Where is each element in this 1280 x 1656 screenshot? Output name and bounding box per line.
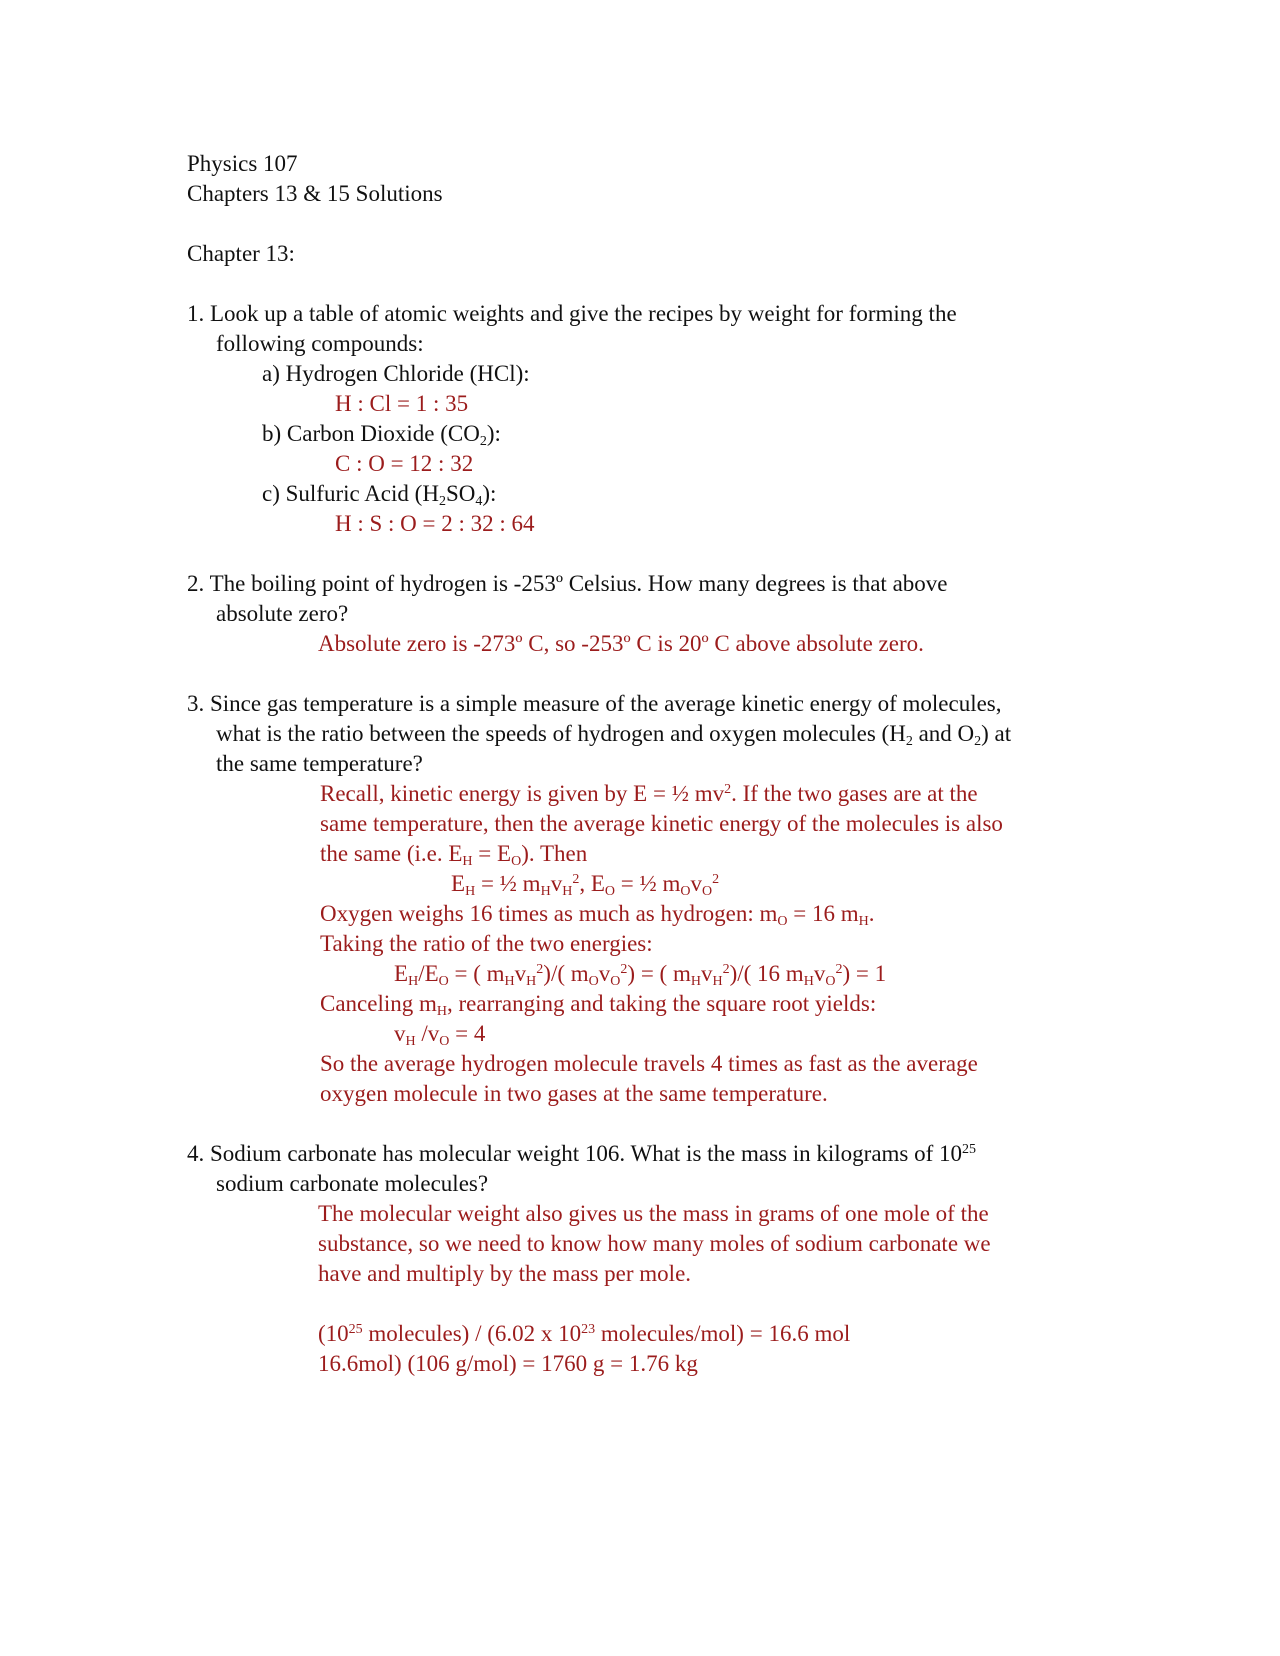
q1a-answer: H : Cl = 1 : 35 [335,391,469,416]
q4-calculation-moles: ($10^{25}$ molecules) / (6.02 x $10^{23}$ molecules/mol) = 16.6 mol [318,1321,851,1346]
q3-answer-line-3: the same (i.e. $E_H = E_O$). Then [320,841,588,869]
q3-equation-speed-ratio: $v_H$ $/v_O = 4$ [394,1021,486,1049]
q3-text-cont: what is the ratio between the speeds of hydrogen and oxygen molecules ($H_2$ and $O_2$) at [216,721,1012,749]
q2-answer: Absolute zero is -273º C, so -253º C is 20º C above absolute zero. [318,631,924,656]
q3-text-cont-2: the same temperature? [216,751,423,776]
q1c-answer: H : S : O = 2 : 32 : 64 [335,511,535,536]
q3-answer-line-1: Recall, kinetic energy is given by E = ½ $mv^2$. If the two gases are at the [320,781,978,806]
q4-text-cont: sodium carbonate molecules? [216,1171,489,1196]
q3-answer-line-7: So the average hydrogen molecule travels 4 times as fast as the average [320,1051,978,1076]
q1b-label: b) Carbon Dioxide $(CO_2)$: [262,421,501,449]
q4-answer-line-1: The molecular weight also gives us the mass in grams of one mole of the [318,1201,989,1226]
chapter-heading: Chapter 13: [187,241,295,266]
document-subtitle: Chapters 13 & 15 Solutions [187,181,443,206]
q2-text: 2. The boiling point of hydrogen is -253º Celsius. How many degrees is that above [187,571,948,596]
q4-calculation-mass: 16.6mol) (106 g/mol) = 1760 g = 1.76 kg [318,1351,698,1376]
q1c-label: c) Sulfuric Acid $(H_2SO_4)$: [262,481,497,509]
q1-text: 1. Look up a table of atomic weights and give the recipes by weight for forming the [187,301,957,326]
q1-text-cont: following compounds: [216,331,424,356]
q3-equation-energies: $E_H$ = ½ $m_Hv_H^2$, $E_O$ = ½ $m_Ov_O^2$ [451,871,720,899]
q3-answer-line-4: Oxygen weighs 16 times as much as hydrogen: $m_O = 16$ $m_H$. [320,901,875,929]
q3-answer-line-2: same temperature, then the average kinetic energy of the molecules is also [320,811,1003,836]
q1b-answer: C : O = 12 : 32 [335,451,474,476]
course-title: Physics 107 [187,151,298,176]
q1a-label: a) Hydrogen Chloride (HCl): [262,361,530,386]
q3-text: 3. Since gas temperature is a simple measure of the average kinetic energy of molecules, [187,691,1002,716]
q4-answer-line-3: have and multiply by the mass per mole. [318,1261,692,1286]
q4-answer-line-2: substance, so we need to know how many moles of sodium carbonate we [318,1231,991,1256]
q3-answer-line-8: oxygen molecule in two gases at the same temperature. [320,1081,828,1106]
q3-answer-line-6: Canceling $m_H$, rearranging and taking the square root yields: [320,991,877,1019]
q3-equation-ratio: $E_H/E_O$ = ( $m_Hv_H^2)/$( $m_Ov_O^2$) = ( $m_Hv_H^2)/$( 16 $m_Hv_O^2) = 1$ [394,961,887,989]
q3-answer-line-5: Taking the ratio of the two energies: [320,931,653,956]
q4-text: 4. Sodium carbonate has molecular weight 106. What is the mass in kilograms of $10^{25}$ [187,1141,977,1166]
q2-text-cont: absolute zero? [216,601,349,626]
